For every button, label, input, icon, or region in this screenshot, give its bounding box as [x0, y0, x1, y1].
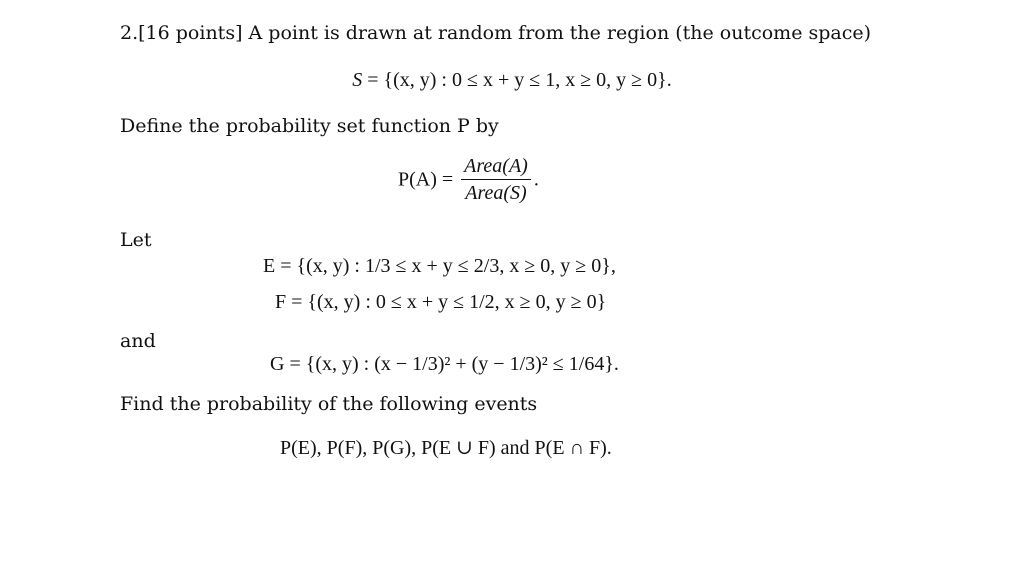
set-f-equation: F = {(x, y) : 0 ≤ x + y ≤ 1/2, x ≥ 0, y ≥ 0}	[275, 291, 607, 313]
events-last: P(E ∩ F).	[534, 437, 612, 459]
problem-header	[120, 22, 871, 44]
events-and: and	[500, 437, 530, 459]
set-s-rhs: = {(x, y) : 0 ≤ x + y ≤ 1, x ≥ 0, y ≥ 0}.	[367, 69, 672, 91]
and-label: and	[120, 330, 156, 352]
problem-number: 2.	[120, 22, 139, 44]
set-g-equation: G = {(x, y) : (x − 1/3)² + (y − 1/3)² ≤ 1/64}.	[270, 353, 619, 375]
set-s-lhs: S	[352, 69, 363, 91]
prob-def-end: .	[533, 168, 539, 191]
prob-numerator: Area(A)	[461, 153, 531, 180]
set-e-equation: E = {(x, y) : 1/3 ≤ x + y ≤ 2/3, x ≥ 0, y ≥ 0},	[263, 255, 616, 277]
define-text: Define the probability set function P by	[120, 115, 499, 137]
probability-definition	[398, 153, 539, 206]
problem-points: [16 points]	[138, 22, 243, 44]
prob-def-lhs: P(A) =	[398, 168, 454, 191]
problem-intro: A point is drawn at random from the region (the outcome space)	[248, 22, 872, 44]
find-text: Find the probability of the following events	[120, 393, 538, 415]
let-label: Let	[120, 229, 152, 251]
prob-fraction	[461, 153, 531, 206]
events-list	[280, 436, 612, 460]
prob-denominator: Area(S)	[465, 182, 527, 204]
set-s-equation	[0, 68, 1024, 92]
events-main: P(E), P(F), P(G), P(E ∪ F)	[280, 437, 496, 459]
